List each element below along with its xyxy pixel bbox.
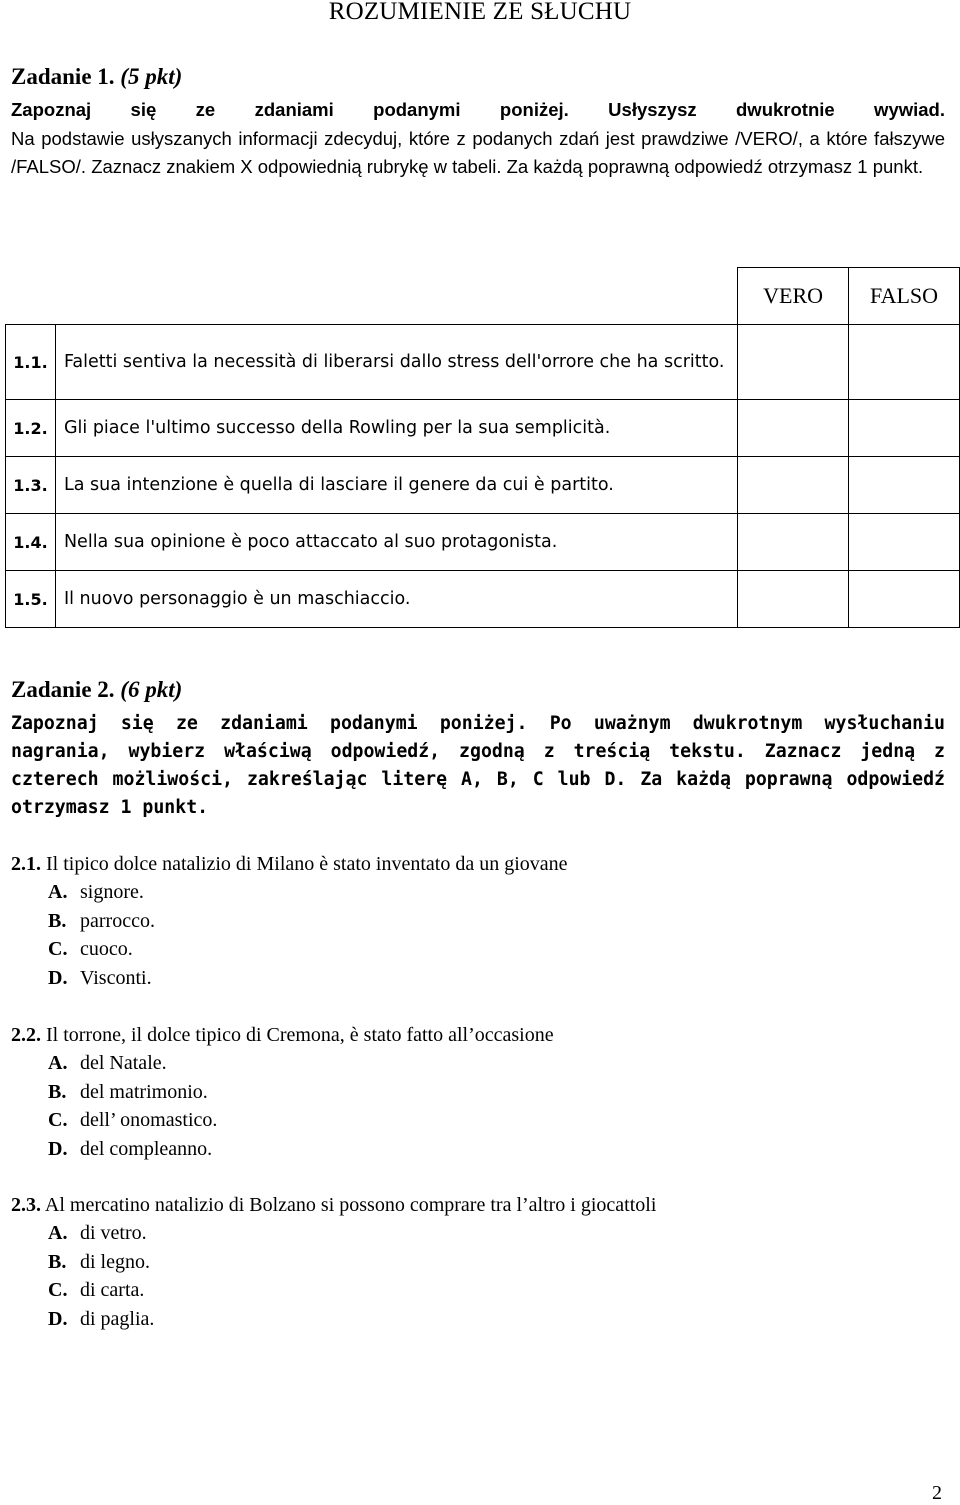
answer-option[interactable] xyxy=(11,964,568,992)
option-text: signore. xyxy=(80,881,144,904)
option-text: del Natale. xyxy=(80,1052,167,1075)
answer-option[interactable] xyxy=(11,907,568,935)
option-letter[interactable]: A. xyxy=(48,881,68,904)
vero-checkbox-cell[interactable] xyxy=(738,571,849,628)
task1-points: (5 pkt) xyxy=(120,64,183,89)
item-number: 1.3. xyxy=(6,457,56,514)
answer-option[interactable] xyxy=(11,1276,656,1304)
option-letter[interactable]: C. xyxy=(48,938,68,961)
option-text: del compleanno. xyxy=(80,1137,213,1160)
item-statement: La sua intenzione è quella di lasciare il genere da cui è partito. xyxy=(55,457,737,514)
option-letter[interactable]: D. xyxy=(48,1137,68,1160)
table-row xyxy=(6,514,960,571)
task2-heading xyxy=(11,677,182,703)
question-number: 2.1. xyxy=(11,853,41,875)
question-block xyxy=(11,1021,554,1163)
vero-checkbox-cell[interactable] xyxy=(738,457,849,514)
option-letter[interactable]: D. xyxy=(48,966,68,989)
item-number: 1.5. xyxy=(6,571,56,628)
item-statement: Il nuovo personaggio è un maschiaccio. xyxy=(55,571,737,628)
option-letter[interactable]: D. xyxy=(48,1307,68,1330)
answer-option[interactable] xyxy=(11,1219,656,1247)
option-text: di legno. xyxy=(80,1250,150,1273)
option-text: dell’ onomastico. xyxy=(80,1109,218,1132)
task1-heading xyxy=(11,64,182,90)
true-false-table xyxy=(5,267,960,628)
falso-checkbox-cell[interactable] xyxy=(849,514,960,571)
question-text: Il torrone, il dolce tipico di Cremona, è stato fatto all’occasione xyxy=(46,1024,554,1046)
vero-checkbox-cell[interactable] xyxy=(738,325,849,400)
table-row xyxy=(6,400,960,457)
answer-option[interactable] xyxy=(11,1135,554,1163)
question-number: 2.2. xyxy=(11,1024,41,1046)
option-text: del matrimonio. xyxy=(80,1080,208,1103)
task2-instruction: Zapoznaj się ze zdaniami podanymi poniżej. Po uważnym dwukrotnym wysłuchaniu nagrania, wybierz właściwą odpowiedź, zgodną z treścią tekstu. Zaznacz jedną z czterech możliwości, zakreślając literę A, B, C lub D. Za każdą poprawną odpowiedź otrzymasz 1 punkt. xyxy=(11,713,945,818)
task2-title: Zadanie 2. xyxy=(11,677,115,702)
task1-instruction-line1: Zapoznaj się ze zdaniami podanymi poniżej. Usłyszysz dwukrotnie wywiad. xyxy=(11,99,945,120)
question-line xyxy=(11,850,568,878)
table-row xyxy=(6,457,960,514)
task1-instruction-body: Na podstawie usłyszanych informacji zdecyduj, które z podanych zdań jest prawdziwe /VERO/, a które fałszywe /FALSO/. Zaznacz znakiem X odpowiednią rubrykę w tabeli. Za każdą poprawną odpowiedź otrzymasz 1 punkt. xyxy=(11,127,945,177)
item-statement: Faletti sentiva la necessità di liberarsi dallo stress dell'orrore che ha scritto. xyxy=(55,325,737,400)
option-letter[interactable]: B. xyxy=(48,1080,67,1103)
column-vero: VERO xyxy=(738,268,849,325)
table-header-blank xyxy=(6,268,738,325)
falso-checkbox-cell[interactable] xyxy=(849,400,960,457)
question-number: 2.3. xyxy=(11,1194,41,1216)
answer-option[interactable] xyxy=(11,878,568,906)
page-title: ROZUMIENIE ZE SŁUCHU xyxy=(328,0,632,25)
item-number: 1.1. xyxy=(6,325,56,400)
task1-title: Zadanie 1. xyxy=(11,64,115,89)
question-block xyxy=(11,850,568,992)
option-letter[interactable]: B. xyxy=(48,909,67,932)
item-statement: Gli piace l'ultimo successo della Rowling per la sua semplicità. xyxy=(55,400,737,457)
task2-points: (6 pkt) xyxy=(120,677,183,702)
column-falso: FALSO xyxy=(849,268,960,325)
answer-option[interactable] xyxy=(11,1106,554,1134)
option-text: di carta. xyxy=(80,1279,145,1302)
answer-option[interactable] xyxy=(11,1049,554,1077)
option-letter[interactable]: C. xyxy=(48,1279,68,1302)
question-block xyxy=(11,1191,656,1333)
table-header-row xyxy=(6,268,960,325)
answer-option[interactable] xyxy=(11,935,568,963)
page-number: 2 xyxy=(932,1482,942,1504)
question-line xyxy=(11,1021,554,1049)
item-number: 1.4. xyxy=(6,514,56,571)
answer-option[interactable] xyxy=(11,1078,554,1106)
option-letter[interactable]: A. xyxy=(48,1052,68,1075)
option-text: Visconti. xyxy=(80,966,152,989)
option-letter[interactable]: A. xyxy=(48,1222,68,1245)
question-text: Al mercatino natalizio di Bolzano si possono comprare tra l’altro i giocattoli xyxy=(44,1194,657,1216)
question-line xyxy=(11,1191,656,1219)
table-row xyxy=(6,571,960,628)
vero-checkbox-cell[interactable] xyxy=(738,400,849,457)
item-number: 1.2. xyxy=(6,400,56,457)
answer-option[interactable] xyxy=(11,1248,656,1276)
question-text: Il tipico dolce natalizio di Milano è stato inventato da un giovane xyxy=(46,853,568,875)
option-text: di paglia. xyxy=(80,1307,155,1330)
option-text: cuoco. xyxy=(80,938,133,961)
option-text: parrocco. xyxy=(80,909,155,932)
option-text: di vetro. xyxy=(80,1222,147,1245)
table-row xyxy=(6,325,960,400)
option-letter[interactable]: B. xyxy=(48,1250,67,1273)
falso-checkbox-cell[interactable] xyxy=(849,571,960,628)
option-letter[interactable]: C. xyxy=(48,1109,68,1132)
falso-checkbox-cell[interactable] xyxy=(849,457,960,514)
item-statement: Nella sua opinione è poco attaccato al suo protagonista. xyxy=(55,514,737,571)
task1-instruction xyxy=(11,96,945,182)
answer-option[interactable] xyxy=(11,1305,656,1333)
vero-checkbox-cell[interactable] xyxy=(738,514,849,571)
falso-checkbox-cell[interactable] xyxy=(849,325,960,400)
